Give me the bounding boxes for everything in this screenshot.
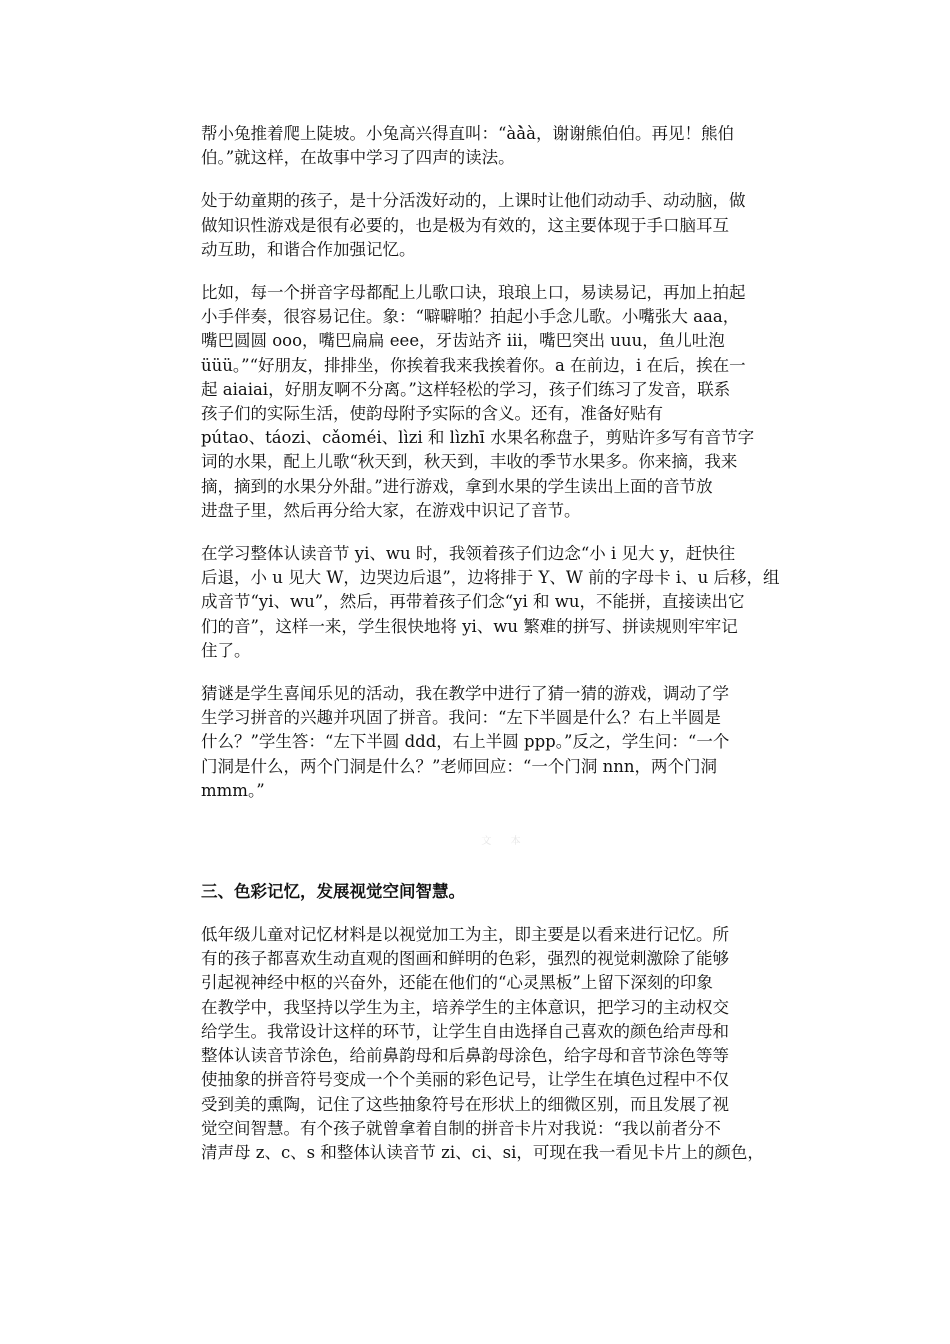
paragraph-color-memory: 低年级儿童对记忆材料是以视觉加工为主，即主要是以看来进行记忆。所 有的孩子都喜欢生动直观的图画和鲜明的色彩，强烈的视觉刺激除了能够 引起视神经中枢的兴奋外，还能在他们的“心灵黑板”上留下深刻的印象 在教学中，我坚持以学生为主，培养学生的主体意识，把学习的主动权交 给学生。我常设计这样的环节，让学生自由选择自己喜欢的颜色给声母和 整体认读音节涂色，给前鼻韵母和后鼻韵母涂色，给字母和音节涂色等等 使抽象的拼音符号变成一个个美丽的彩色记号，让学生在填色过程中不仅 受到美的熏陶，记住了这些抽象符号在形状上的细微区别，而且发展了视 觉空间智慧。有个孩子就曾拿着自制的拼音卡片对我说：“我以前者分不 清声母 z、c、s 和整体认读音节 zi、ci、si，可现在我一看见卡片上的颜色， (201, 925, 764, 1162)
paragraph-hands-on-games: 处于幼童期的孩子，是十分活泼好动的，上课时让他们动动手、动动脑，做 做知识性游戏是很有必要的，也是极为有效的，这主要体现于手口脑耳互 动互助，和谐合作加强记忆。 (201, 191, 746, 259)
document-page (201, 122, 809, 1184)
faint-watermark: 文 本 (481, 836, 529, 848)
paragraph-yi-wu-syllables: 在学习整体认读音节 yi、wu 时，我领着孩子们边念“小 i 见大 y，赶快往 后退，小 u 见大 W，边哭边后退”，边将排于 Y、W 前的字母卡 i、u 后移，组 成音节“yi、wu”，然后，再带着孩子们念“yi 和 wu，不能拼，直接读出它 们的音”，这样一来，学生很快地将 yi、wu 繁难的拼写、拼读规则牢牢记 住了。 (201, 544, 780, 660)
paragraph-story-ending: 帮小兔推着爬上陡坡。小兔高兴得直叫：“àà̀à，谢谢熊伯伯。再见！熊伯 伯。”就这样，在故事中学习了四声的读法。 (201, 124, 734, 168)
paragraph-nursery-rhymes: 比如，每一个拼音字母都配上儿歌口诀，琅琅上口，易读易记，再加上拍起 小手伴奏，很容易记住。象：“噼噼啪？拍起小手念儿歌。小嘴张大 aaa， 嘴巴圆圆 ooo，嘴巴扁扁 eee，牙齿站齐 iii，嘴巴突出 uuu，鱼儿吐泡 üüü。”“好朋友，排排坐，你挨着我来我挨着你。a 在前边，i 在后，挨在一 起 aiaiai，好朋友啊不分离。”这样轻松的学习，孩子们练习了发音，联系 孩子们的实际生活，使韵母附予实际的含义。还有，准备好贴有 pútao、táozi、cǎoméi、lìzi 和 lìzhī 水果名称盘子，剪贴许多写有音节字 词的水果，配上儿歌“秋天到，秋天到，丰收的季节水果多。你来摘，我来 摘，摘到的水果分外甜。”进行游戏，拿到水果的学生读出上面的音节放 进盘子里，然后再分给大家，在游戏中识记了音节。 (201, 283, 755, 520)
section-heading: 三、色彩记忆，发展视觉空间智慧。 (201, 882, 465, 902)
paragraph-riddle-game: 猜谜是学生喜闻乐见的活动，我在教学中进行了猜一猜的游戏，调动了学 生学习拼音的兴趣并巩固了拼音。我问：“左下半圆是什么？右上半圆是 什么？”学生答：“左下半圆 ddd，右上半圆 ppp。”反之，学生问：“一个 门洞是什么，两个门洞是什么？”老师回应：“一个门洞 nnn，两个门洞 mmm。” (201, 684, 730, 800)
